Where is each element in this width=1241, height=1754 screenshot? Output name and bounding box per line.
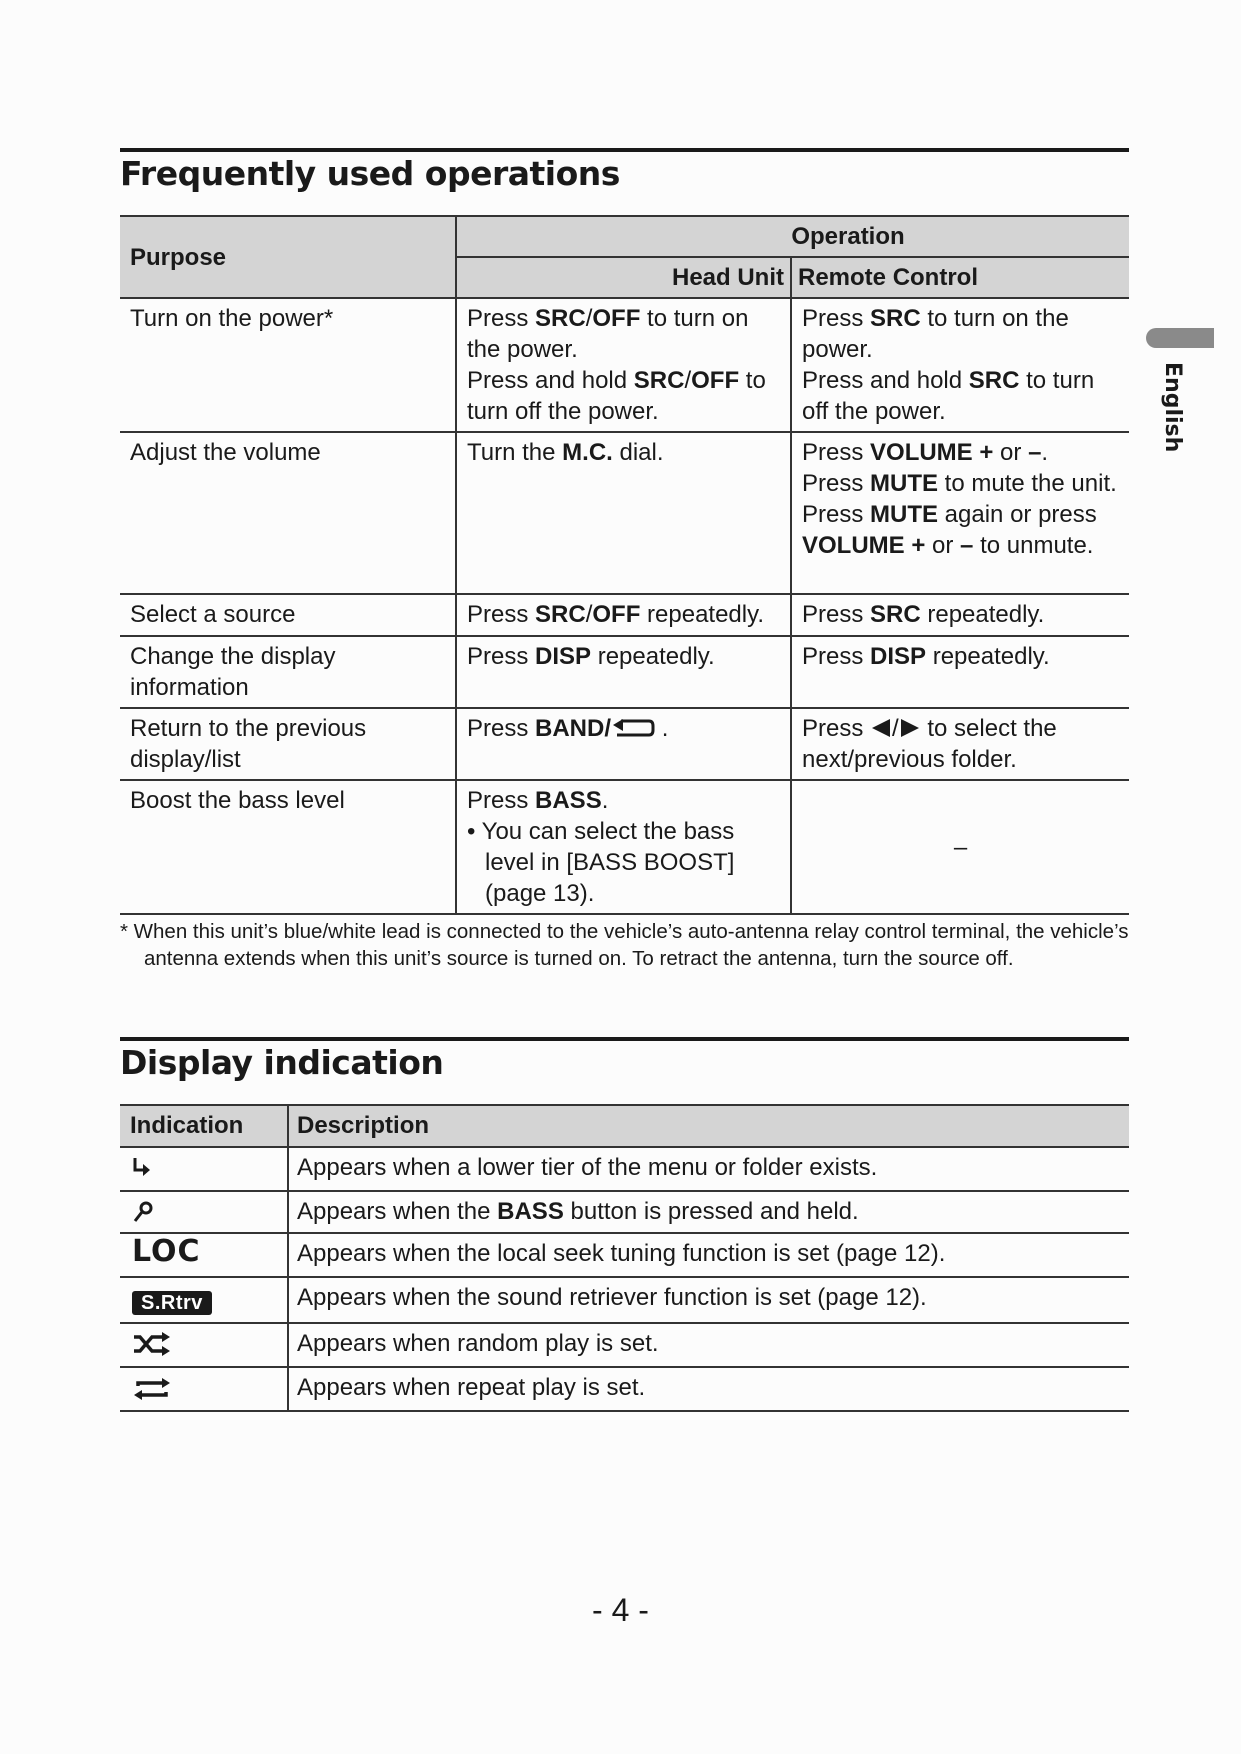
head-unit-cell xyxy=(456,298,791,432)
purpose-cell xyxy=(120,636,456,708)
dash-text: – xyxy=(953,833,968,861)
table-row xyxy=(120,432,1129,594)
text: to select the next/previous folder. xyxy=(802,715,1057,773)
remote-header xyxy=(791,257,1129,298)
table-row xyxy=(120,1323,1129,1367)
right-arrow-icon xyxy=(899,718,921,738)
disp-key: DISP xyxy=(535,643,592,670)
section-title-operations: Frequently used operations xyxy=(120,154,620,193)
purpose-cell xyxy=(120,594,456,636)
mute-key: MUTE xyxy=(870,501,939,528)
purpose-cell xyxy=(120,708,456,780)
purpose-text: Return to the previous display/list xyxy=(130,715,367,773)
text: Press xyxy=(802,715,871,742)
table-row xyxy=(120,298,1129,432)
purpose-text: Turn on the power* xyxy=(130,305,334,332)
mc-dial-key: M.C. xyxy=(562,439,613,466)
back-arrow-icon xyxy=(611,717,655,739)
text: Press xyxy=(467,643,536,670)
text: repeatedly. xyxy=(640,601,764,628)
head-unit-header xyxy=(456,257,791,298)
text: or xyxy=(932,532,961,559)
text: Press xyxy=(467,787,536,814)
indication-cell xyxy=(120,1191,288,1233)
head-unit-header-label: Head Unit xyxy=(671,264,784,291)
remote-cell xyxy=(791,432,1129,594)
key-icon xyxy=(132,1201,154,1223)
indication-header xyxy=(120,1105,288,1147)
head-unit-cell xyxy=(456,594,791,636)
purpose-text: Boost the bass level xyxy=(130,787,345,814)
src-key: SRC xyxy=(633,367,685,394)
band-key: BAND/ xyxy=(535,715,612,742)
table-row xyxy=(120,1277,1129,1323)
table-row xyxy=(120,780,1129,914)
text: / xyxy=(585,601,593,628)
indication-cell xyxy=(120,1367,288,1411)
text: / xyxy=(892,715,899,742)
description-cell xyxy=(288,1323,1129,1367)
off-key: OFF xyxy=(592,305,641,332)
table-row xyxy=(120,636,1129,708)
text: Press xyxy=(802,643,871,670)
head-unit-cell xyxy=(456,432,791,594)
indication-cell xyxy=(120,1323,288,1367)
text: repeatedly. xyxy=(920,601,1045,628)
section-rule-top xyxy=(120,148,1129,152)
text: . xyxy=(661,715,669,742)
description-header-label: Description xyxy=(297,1112,430,1139)
page-number: - 4 - xyxy=(592,1592,649,1628)
repeat-icon xyxy=(132,1376,172,1402)
remote-header-label: Remote Control xyxy=(798,264,978,291)
bullet-text: You can select the bass level in [BASS BOOST] (page 13). xyxy=(481,818,735,907)
operations-table xyxy=(120,215,1129,915)
text: Press xyxy=(467,305,536,332)
head-unit-cell xyxy=(456,780,791,914)
text: to unmute. xyxy=(973,532,1094,559)
src-key: SRC xyxy=(870,305,921,332)
text: Press xyxy=(802,601,871,628)
text: to turn on the power. xyxy=(802,305,1069,363)
description-text: Appears when a lower tier of the menu or folder exists. xyxy=(297,1154,878,1181)
description-cell xyxy=(288,1191,1129,1233)
left-arrow-icon xyxy=(870,718,892,738)
text: Press xyxy=(467,601,536,628)
purpose-text: Change the display information xyxy=(130,643,336,701)
text: dial. xyxy=(612,439,664,466)
text: . xyxy=(1041,439,1049,466)
text: to turn off the power. xyxy=(467,367,766,425)
text: Press xyxy=(467,715,536,742)
sound-retriever-badge: S.Rtrv xyxy=(132,1291,212,1315)
src-key: SRC xyxy=(870,601,921,628)
src-key: SRC xyxy=(535,305,586,332)
text: / xyxy=(684,367,692,394)
text: button is pressed and held. xyxy=(563,1198,859,1225)
remote-cell xyxy=(791,636,1129,708)
remote-cell xyxy=(791,298,1129,432)
text: / xyxy=(585,305,593,332)
minus-key: – xyxy=(1028,439,1042,466)
section-rule-top xyxy=(120,1037,1129,1041)
text: repeatedly. xyxy=(591,643,715,670)
text: or xyxy=(1000,439,1029,466)
purpose-cell xyxy=(120,432,456,594)
src-key: SRC xyxy=(968,367,1020,394)
description-cell xyxy=(288,1277,1129,1323)
text: Press xyxy=(802,470,871,497)
text: again or press xyxy=(938,501,1097,528)
text: Press and hold xyxy=(802,367,969,394)
section-title-display: Display indication xyxy=(120,1043,444,1082)
description-text: Appears when repeat play is set. xyxy=(297,1374,646,1401)
operation-header xyxy=(456,216,1129,257)
volume-key: VOLUME + xyxy=(870,439,1001,466)
table-row xyxy=(120,1233,1129,1277)
table-row xyxy=(120,1367,1129,1411)
bullet-note: • You can select the bass level in [BASS BOOST] (page 13). xyxy=(467,818,735,907)
text: . xyxy=(601,787,609,814)
off-key: OFF xyxy=(691,367,740,394)
volume-key: VOLUME + xyxy=(802,532,933,559)
language-tab-marker xyxy=(1146,328,1214,348)
purpose-text: Adjust the volume xyxy=(130,439,321,466)
head-unit-cell xyxy=(456,636,791,708)
indication-cell xyxy=(120,1147,288,1191)
text: repeatedly. xyxy=(926,643,1050,670)
indication-cell xyxy=(120,1277,288,1323)
minus-key: – xyxy=(960,532,974,559)
description-cell xyxy=(288,1147,1129,1191)
text: Turn the xyxy=(467,439,563,466)
indication-cell xyxy=(120,1233,288,1277)
table-row xyxy=(120,708,1129,780)
footnote: * When this unit’s blue/white lead is connected to the vehicle’s auto-antenna relay control terminal, the vehicle’s antenna extends when this unit’s source is turned on. To retract the antenna, turn the source off. xyxy=(120,920,1129,970)
text: Press and hold xyxy=(467,367,634,394)
remote-cell xyxy=(791,594,1129,636)
description-header xyxy=(288,1105,1129,1147)
text: Press xyxy=(802,439,871,466)
text: to turn on the power. xyxy=(467,305,749,363)
text: to mute the unit. Press xyxy=(802,470,1117,528)
mute-key: MUTE xyxy=(870,470,939,497)
bass-key: BASS xyxy=(497,1198,564,1225)
operation-header-label: Operation xyxy=(791,223,905,250)
text: to turn off the power. xyxy=(802,367,1095,425)
table-row xyxy=(120,594,1129,636)
bass-key: BASS xyxy=(535,787,602,814)
description-text: Appears when the sound retriever function is set (page 12). xyxy=(297,1284,927,1311)
purpose-header xyxy=(120,216,456,298)
text: Appears when the xyxy=(297,1198,498,1225)
description-text: Appears when random play is set. xyxy=(297,1330,659,1357)
language-label: English xyxy=(1160,362,1185,453)
disp-key: DISP xyxy=(870,643,927,670)
purpose-header-label: Purpose xyxy=(130,243,227,271)
off-key: OFF xyxy=(592,601,641,628)
remote-cell xyxy=(791,780,1129,914)
text: Press xyxy=(802,305,871,332)
purpose-cell xyxy=(120,780,456,914)
loc-indicator: LOC xyxy=(132,1234,201,1269)
head-unit-cell xyxy=(456,708,791,780)
purpose-cell xyxy=(120,298,456,432)
indication-header-label: Indication xyxy=(130,1112,244,1139)
description-cell xyxy=(288,1233,1129,1277)
lower-tier-arrow-icon xyxy=(132,1156,152,1180)
table-row xyxy=(120,1147,1129,1191)
description-text: Appears when the local seek tuning function is set (page 12). xyxy=(297,1240,946,1267)
purpose-text: Select a source xyxy=(130,601,296,628)
shuffle-icon xyxy=(132,1332,172,1356)
display-indication-table xyxy=(120,1104,1129,1412)
table-row xyxy=(120,1191,1129,1233)
remote-cell xyxy=(791,708,1129,780)
src-key: SRC xyxy=(535,601,586,628)
description-cell xyxy=(288,1367,1129,1411)
